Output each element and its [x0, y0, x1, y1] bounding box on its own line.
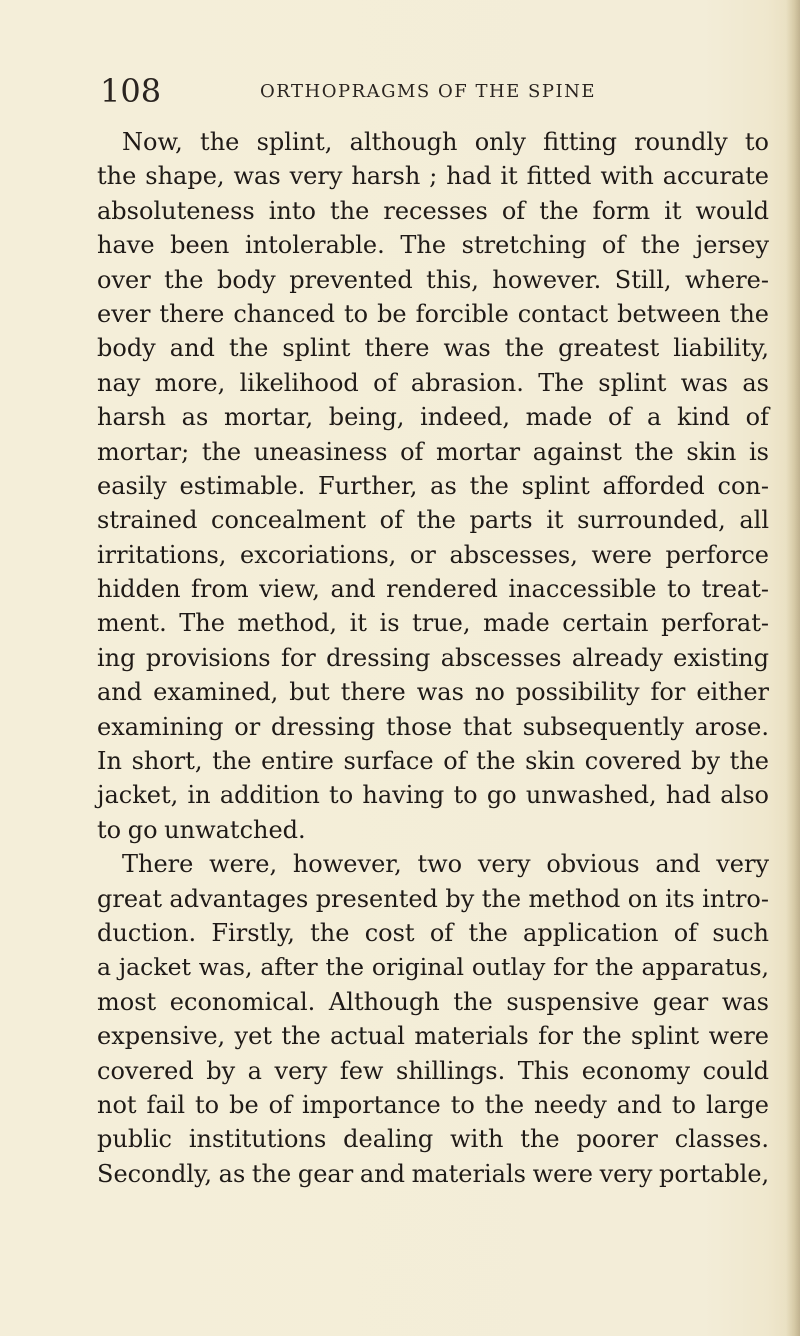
text-line: covered by a very few shillings. This economy could: [97, 1056, 769, 1085]
text-line: a jacket was, after the original outlay for the apparatus,: [97, 953, 769, 982]
text-line: irritations, excoriations, or abscesses, were perforce: [97, 540, 769, 569]
text-line: harsh as mortar, being, indeed, made of a kind of: [97, 403, 769, 432]
text-line: easily estimable. Further, as the splint afforded con-: [97, 471, 769, 500]
text-line: strained concealment of the parts it surrounded, all: [97, 506, 769, 535]
page-edge-shadow: [786, 0, 800, 1336]
text-line: ment. The method, it is true, made certain perforat-: [97, 609, 769, 638]
text-line: duction. Firstly, the cost of the application of such: [97, 918, 769, 947]
text-line: expensive, yet the actual materials for the splint were: [97, 1022, 769, 1051]
text-line: ever there chanced to be forcible contact between the: [97, 299, 769, 328]
text-line: Now, the splint, although only fitting roundly to: [122, 128, 769, 156]
text-line: body and the splint there was the greatest liability,: [97, 334, 769, 363]
text-line: great advantages presented by the method on its intro-: [97, 884, 769, 913]
text-line: In short, the entire surface of the skin covered by the: [97, 747, 769, 776]
text-line: public institutions dealing with the poorer classes.: [97, 1125, 769, 1154]
text-line: ing provisions for dressing abscesses already existing: [97, 643, 769, 672]
page-number: 108: [100, 72, 162, 110]
text-line: jacket, in addition to having to go unwashed, had also: [97, 781, 769, 810]
text-line: and examined, but there was no possibility for either: [97, 678, 769, 707]
text-line: not fail to be of importance to the needy and to large: [97, 1090, 769, 1119]
text-line: Secondly, as the gear and materials were very portable,: [97, 1159, 770, 1188]
text-line: absoluteness into the recesses of the form it would: [97, 196, 769, 225]
running-head: ORTHOPRAGMS OF THE SPINE: [260, 81, 596, 102]
text-line: to go unwatched.: [97, 815, 306, 844]
text-line: hidden from view, and rendered inaccessible to treat-: [97, 575, 769, 604]
text-line: over the body prevented this, however. Still, where-: [97, 265, 769, 294]
body-text: [97, 125, 769, 1191]
text-line: the shape, was very harsh ; had it fitted with accurate: [97, 162, 769, 191]
text-line: have been intolerable. The stretching of the jersey: [97, 231, 769, 260]
text-line: mortar; the uneasiness of mortar against the skin is: [97, 437, 769, 466]
text-line: most economical. Although the suspensive gear was: [97, 987, 769, 1016]
page-header: [100, 72, 760, 112]
text-line: examining or dressing those that subsequently arose.: [97, 712, 769, 741]
text-line: nay more, likelihood of abrasion. The splint was as: [97, 368, 769, 397]
text-line: There were, however, two very obvious and very: [122, 850, 769, 879]
